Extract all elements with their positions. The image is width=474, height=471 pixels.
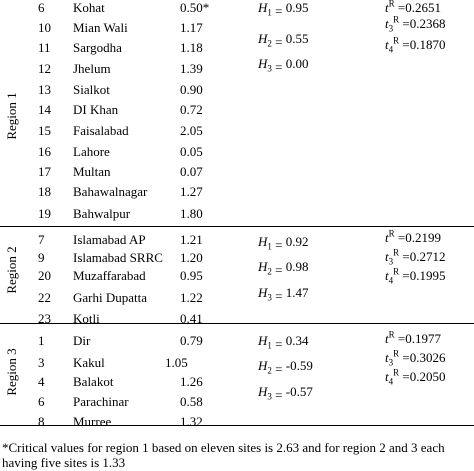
t-subscript: 4 [388, 376, 394, 387]
discordancy-value: 1.26 [180, 374, 203, 389]
station-name: Faisalabad [73, 123, 129, 138]
discordancy-value: 0.07 [180, 164, 203, 179]
discordancy-value: 1.27 [180, 184, 203, 199]
h-subscript: 1 [267, 241, 272, 252]
heterogeneity-measure [258, 259, 309, 278]
station-name: Bahawalnagar [73, 184, 148, 199]
equals-sign: = [271, 59, 286, 75]
station-name: Lahore [73, 144, 110, 159]
t-subscript: 3 [388, 23, 394, 34]
station-number: 16 [38, 144, 51, 159]
region-3-label: Region 3 [4, 348, 19, 396]
region-1-label: Region 1 [4, 92, 19, 140]
t-value: =0.1870 [399, 37, 446, 52]
h-symbol: H [258, 384, 268, 399]
discordancy-value: 0.90 [180, 82, 203, 97]
heterogeneity-measure [258, 358, 313, 377]
station-number: 8 [38, 414, 45, 429]
h-symbol: H [258, 31, 268, 46]
h-symbol: H [258, 333, 268, 348]
h-symbol: H [258, 56, 268, 71]
h-subscript: 2 [267, 266, 272, 277]
station-name: Bahwalpur [73, 206, 131, 221]
equals-sign: = [271, 237, 286, 253]
station-name: Kakul [73, 355, 105, 370]
station-name: Dir [73, 333, 91, 348]
station-name: Murree [73, 414, 112, 429]
t-symbol: t [385, 249, 389, 264]
t-superscript: R [393, 367, 400, 378]
h-value: -0.59 [285, 358, 313, 373]
station-name: Sargodha [73, 40, 122, 55]
t-value: =0.1977 [394, 331, 441, 346]
l-moment-ratio [385, 367, 446, 387]
station-name: Parachinar [73, 394, 129, 409]
divider-table-bottom [0, 425, 474, 426]
discordancy-value: 0.58 [180, 394, 203, 409]
station-number: 3 [38, 355, 45, 370]
station-number: 7 [38, 232, 45, 247]
t-symbol: t [385, 37, 389, 52]
station-name: Sialkot [73, 82, 110, 97]
t-symbol: t [385, 0, 389, 15]
h-subscript: 3 [267, 391, 272, 402]
t-symbol: t [385, 16, 389, 31]
equals-sign: = [271, 361, 286, 377]
discordancy-value: 0.79 [180, 333, 203, 348]
h-subscript: 2 [267, 38, 272, 49]
station-number: 15 [38, 123, 51, 138]
station-number: 6 [38, 394, 45, 409]
h-subscript: 1 [267, 340, 272, 351]
t-superscript: R [393, 247, 400, 258]
h-symbol: H [258, 0, 268, 15]
station-name: Muzaffarabad [73, 268, 146, 283]
discordancy-value: 0.50* [180, 0, 210, 15]
equals-sign: = [271, 387, 286, 403]
h-subscript: 1 [267, 7, 272, 18]
discordancy-value: 1.17 [180, 20, 203, 35]
h-value: 0.92 [285, 234, 309, 249]
equals-sign: = [271, 3, 286, 19]
station-name: Jhelum [73, 61, 111, 76]
discordancy-value: 0.05 [180, 144, 203, 159]
discordancy-value: 1.80 [180, 206, 203, 221]
t-symbol: t [385, 230, 389, 245]
l-moment-ratio [385, 0, 441, 15]
heterogeneity-measure [258, 56, 309, 75]
h-value: 0.55 [285, 31, 309, 46]
heterogeneity-measure [258, 333, 309, 352]
t-value: =0.2050 [399, 369, 446, 384]
h-subscript: 3 [267, 63, 272, 74]
discordancy-value: 1.20 [180, 250, 203, 265]
l-moment-ratio [385, 348, 446, 368]
t-value: =0.3026 [399, 350, 446, 365]
h-value: 0.00 [285, 56, 309, 71]
t-value: =0.2199 [394, 230, 441, 245]
l-moment-ratio [385, 14, 446, 34]
h-symbol: H [258, 234, 268, 249]
t-value: =0.1995 [399, 268, 446, 283]
discordancy-value: 1.05 [165, 355, 188, 370]
discordancy-value: 0.95 [180, 268, 203, 283]
station-name: Islamabad SRRC [73, 250, 163, 265]
station-number: 17 [38, 164, 51, 179]
station-number: 12 [38, 61, 51, 76]
t-symbol: t [385, 331, 389, 346]
divider-top-region-2 [0, 226, 474, 227]
l-moment-ratio [385, 266, 446, 286]
station-number: 1 [38, 333, 45, 348]
station-name: Mian Wali [73, 20, 128, 35]
l-moment-ratio [385, 331, 441, 346]
h-subscript: 3 [267, 292, 272, 303]
h-symbol: H [258, 259, 268, 274]
discordancy-value: 1.32 [180, 414, 203, 429]
heterogeneity-measure [258, 384, 313, 403]
l-moment-ratio [385, 35, 446, 55]
equals-sign: = [271, 262, 286, 278]
t-symbol: t [385, 268, 389, 283]
station-number: 14 [38, 102, 51, 117]
equals-sign: = [271, 288, 286, 304]
station-name: Kotli [73, 311, 100, 326]
t-superscript: R [388, 0, 395, 9]
t-symbol: t [385, 369, 389, 384]
discordancy-value: 1.22 [180, 290, 203, 305]
footnote: *Critical values for region 1 based on eleven sites is 2.63 and for region 2 and 3 each having five sites is 1.33 [2, 440, 445, 470]
t-value: =0.2368 [399, 16, 446, 31]
station-number: 6 [38, 0, 45, 15]
heterogeneity-measure [258, 234, 309, 253]
t-subscript: 4 [388, 275, 394, 286]
station-number: 18 [38, 184, 51, 199]
discordancy-value: 1.18 [180, 40, 203, 55]
discordancy-value: 2.05 [180, 123, 203, 138]
station-name: Multan [73, 164, 111, 179]
discordancy-value: 1.39 [180, 61, 203, 76]
heterogeneity-measure [258, 285, 309, 304]
equals-sign: = [271, 336, 286, 352]
t-superscript: R [388, 329, 395, 340]
t-subscript: 3 [388, 357, 394, 368]
station-number: 19 [38, 206, 51, 221]
discordancy-value: 0.72 [180, 102, 203, 117]
t-superscript: R [393, 266, 400, 277]
station-number: 9 [38, 250, 45, 265]
t-superscript: R [393, 348, 400, 359]
h-subscript: 2 [267, 365, 272, 376]
station-name: Islamabad AP [73, 232, 146, 247]
heterogeneity-measure [258, 31, 309, 50]
t-superscript: R [388, 228, 395, 239]
h-value: 0.98 [285, 259, 309, 274]
station-number: 20 [38, 268, 51, 283]
t-superscript: R [393, 14, 400, 25]
region-2-label: Region 2 [4, 246, 19, 294]
l-moment-ratio [385, 247, 446, 267]
station-number: 13 [38, 82, 51, 97]
t-symbol: t [385, 350, 389, 365]
station-number: 22 [38, 290, 51, 305]
t-superscript: R [393, 35, 400, 46]
h-value: 1.47 [285, 285, 309, 300]
station-name: Balakot [73, 374, 114, 389]
discordancy-value: 0.41 [180, 311, 203, 326]
l-moment-ratio [385, 230, 441, 245]
discordancy-value: 1.21 [180, 232, 203, 247]
h-symbol: H [258, 285, 268, 300]
equals-sign: = [271, 34, 286, 50]
heterogeneity-measure [258, 0, 309, 19]
t-subscript: 3 [388, 256, 394, 267]
station-number: 4 [38, 374, 45, 389]
t-subscript: 4 [388, 44, 394, 55]
station-number: 10 [38, 20, 51, 35]
h-value: -0.57 [285, 384, 313, 399]
divider-top-region-3 [0, 323, 474, 324]
station-number: 23 [38, 311, 51, 326]
h-value: 0.34 [285, 333, 309, 348]
h-value: 0.95 [285, 0, 309, 15]
t-value: =0.2712 [399, 249, 446, 264]
station-number: 11 [38, 40, 51, 55]
station-name: Garhi Dupatta [73, 290, 148, 305]
station-name: DI Khan [73, 102, 119, 117]
t-value: =0.2651 [394, 0, 441, 15]
station-name: Kohat [73, 0, 105, 15]
h-symbol: H [258, 358, 268, 373]
